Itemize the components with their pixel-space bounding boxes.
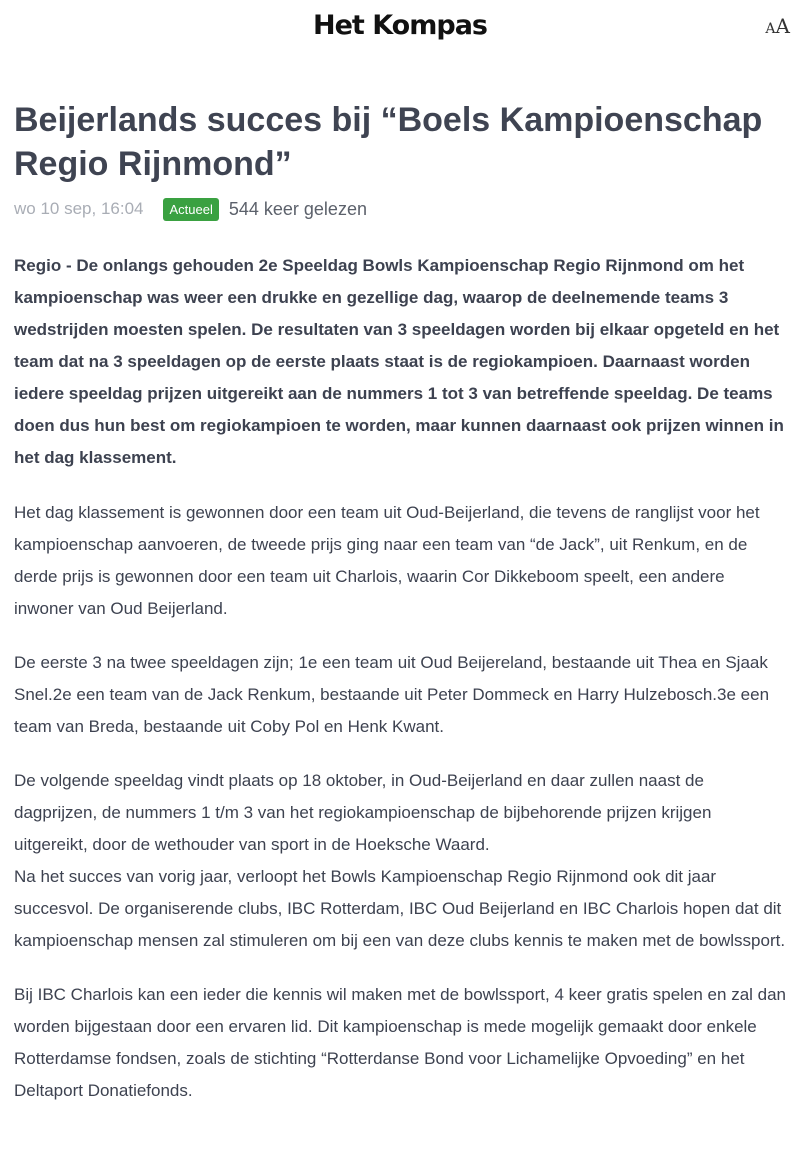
category-badge[interactable]: Actueel <box>163 198 218 221</box>
font-size-small-icon: A <box>765 21 776 37</box>
article-title: Beijerlands succes bij “Boels Kampioenschap Regio Rijnmond” <box>14 101 763 183</box>
article-meta <box>14 194 786 224</box>
site-logo[interactable]: Het Kompas <box>313 10 487 41</box>
top-bar <box>0 0 800 56</box>
article-lead: Regio - De onlangs gehouden 2e Speeldag Bowls Kampioenschap Regio Rijnmond om het kampioenschap was weer een drukke en gezellige dag, waarop de deelnemende teams 3 wedstrijden moesten spelen. De resultaten van 3 speeldagen worden bij elkaar opgeteld en het team dat na 3 speeldagen op de eerste plaats staat is de regiokampioen. Daarnaast worden iedere speeldag prijzen uitgereikt aan de nummers 1 tot 3 van betreffende speeldag. De teams doen dus hun best om regiokampioen te worden, maar kunnen daarnaast ook prijzen winnen in het dag klassement. <box>14 256 784 467</box>
font-size-button[interactable] <box>765 16 790 36</box>
article-paragraph: De eerste 3 na twee speeldagen zijn; 1e een team uit Oud Beijereland, bestaande uit Thea en Sjaak Snel.2e een team van de Jack Renkum, bestaande uit Peter Dommeck en Harry Hulzebosch.3e een team van Breda, bestaande uit Coby Pol en Henk Kwant. <box>14 653 770 736</box>
article-date: wo 10 sep, 16:04 <box>14 199 144 218</box>
article <box>0 98 800 1107</box>
article-paragraph: Het dag klassement is gewonnen door een team uit Oud-Beijerland, die tevens de ranglijst voor het kampioenschap aanvoeren, de tweede prijs ging naar een team van “de Jack”, uit Renkum, en de derde prijs is gewonnen door een team uit Charlois, waarin Cor Dikkeboom speelt, een andere inwoner van Oud Beijerland. <box>14 503 760 618</box>
article-paragraph: Na het succes van vorig jaar, verloopt het Bowls Kampioenschap Regio Rijnmond ook dit jaar succesvol. De organiserende clubs, IBC Rotterdam, IBC Oud Beijerland en IBC Charlois hopen dat dit kampioenschap mensen zal stimuleren om bij een van deze clubs kennis te maken met de bowlssport. <box>14 867 786 950</box>
read-count: 544 keer gelezen <box>228 198 367 219</box>
font-size-large-icon: A <box>775 14 790 38</box>
article-paragraph: De volgende speeldag vindt plaats op 18 oktober, in Oud-Beijerland en daar zullen naast de dagprijzen, de nummers 1 t/m 3 van het regiokampioenschap de bijbehorende prijzen krijgen uitgereikt, door de wethouder van sport in de Hoeksche Waard. <box>14 771 712 854</box>
article-paragraph: Bij IBC Charlois kan een ieder die kennis wil maken met de bowlssport, 4 keer gratis spelen en zal dan worden bijgestaan door een ervaren lid. Dit kampioenschap is mede mogelijk gemaakt door enkele Rotterdamse fondsen, zoals de stichting “Rotterdanse Bond voor Lichamelijke Opvoeding” en het Deltaport Donatiefonds. <box>14 985 787 1100</box>
